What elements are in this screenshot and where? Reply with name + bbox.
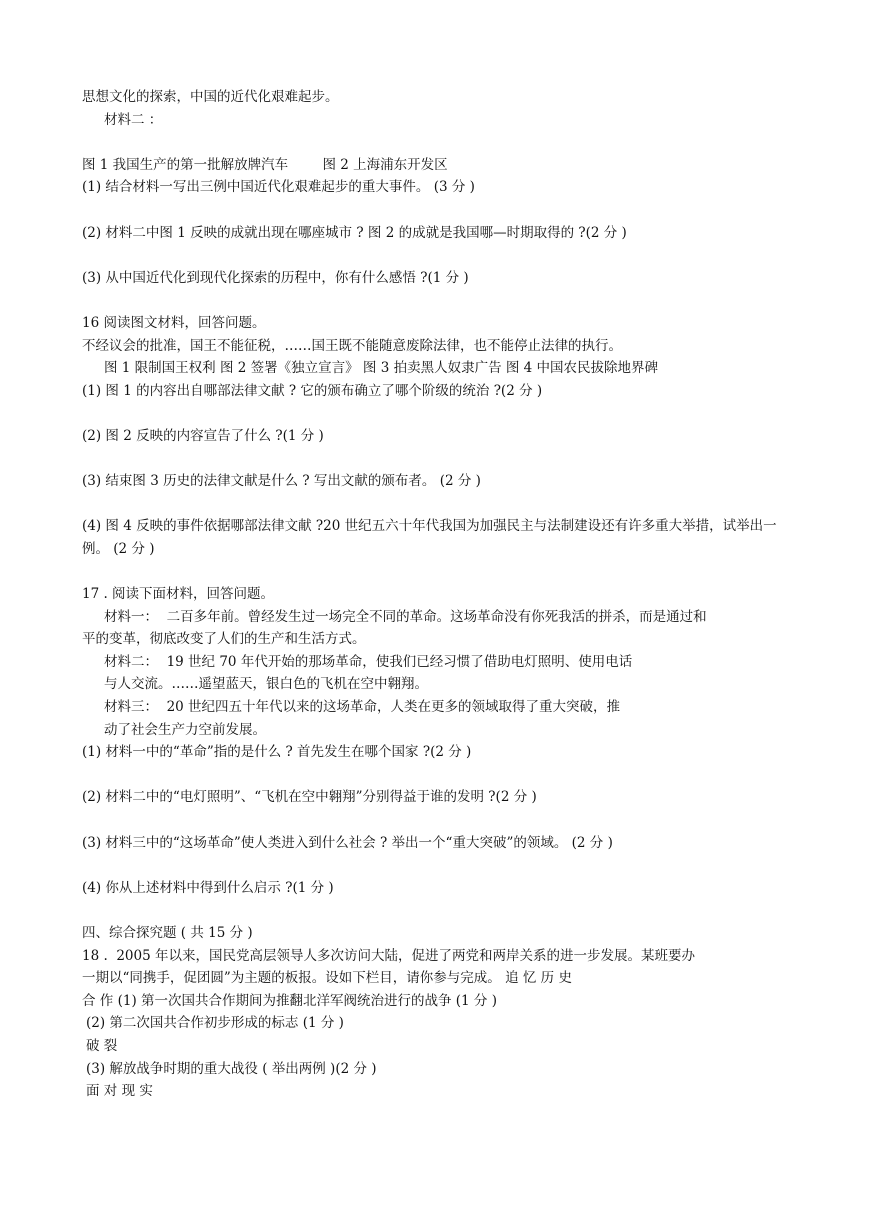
q15-question-2: (2) 材料二中图 1 反映的成就出现在哪座城市 ? 图 2 的成就是我国哪—时期取得的 ?(2 分 ) [82, 224, 627, 241]
q16-question-3: (3) 结束图 3 历史的法律文献是什么 ? 写出文献的颁布者。 (2 分 ) [82, 473, 481, 490]
q17-question-4: (4) 你从上述材料中得到什么启示 ?(1 分 ) [82, 879, 334, 896]
q18-line-3: 合 作 (1) 第一次国共合作期间为推翻北洋军阀统治进行的战争 (1 分 ) [82, 992, 497, 1009]
intro-line: 思想文化的探索，中国的近代化艰难起步。 [82, 89, 339, 105]
q18-line-7: 面 对 现 实 [86, 1083, 153, 1100]
q18-line-6: (3) 解放战争时期的重大战役 ( 举出两例 )(2 分 ) [86, 1060, 377, 1077]
q17-material-1-line-2: 平的变革，彻底改变了人们的生产和生活方式。 [82, 631, 366, 648]
material-two-label: 材料二 ： [104, 111, 163, 128]
q17-material-3-line-1: 材料三： 20 世纪四五十年代以来的这场革命，人类在更多的领域取得了重大突破，推 [104, 699, 621, 716]
q17-material-2-line-1: 材料二： 19 世纪 70 年代开始的那场革命，使我们已经习惯了借助电灯照明、使用电话 [104, 653, 633, 670]
q16-material: 不经议会的批准，国王不能征税，……国王既不能随意废除法律，也不能停止法律的执行。 [82, 337, 622, 354]
q17-question-1: (1) 材料一中的“革命”指的是什么 ? 首先发生在哪个国家 ?(2 分 ) [82, 744, 472, 761]
q18-line-2: 一期以“同携手，促团圆”为主题的板报。设如下栏目，请你参与完成。 追 忆 历 史 [82, 970, 572, 987]
exam-document [82, 86, 792, 1103]
figure-gap [82, 131, 792, 154]
q17-material-3-line-2: 动了社会生产力空前发展。 [104, 721, 266, 738]
figure-caption-line: 图 1 我国生产的第一批解放牌汽车 图 2 上海浦东开发区 [82, 156, 448, 173]
q16-question-2: (2) 图 2 反映的内容宣告了什么 ?(1 分 ) [82, 427, 324, 444]
q18-line-5: 破 裂 [86, 1037, 118, 1054]
q16-question-1: (1) 图 1 的内容出自哪部法律文献 ? 它的颁布确立了哪个阶级的统治 ?(2 分 ) [82, 382, 543, 399]
q16-question-4: (4) 图 4 反映的事件依据哪部法律文献 ?20 世纪五六十年代我国为加强民主与法制建设还有许多重大举措，试举出一例。 (2 分 ) [82, 518, 777, 557]
q15-question-1: (1) 结合材料一写出三例中国近代化艰难起步的重大事件。 (3 分 ) [82, 179, 475, 196]
q17-question-2: (2) 材料二中的“电灯照明”、“飞机在空中翱翔”分别得益于谁的发明 ?(2 分 ) [82, 789, 537, 806]
q18-line-4: (2) 第二次国共合作初步形成的标志 (1 分 ) [86, 1015, 344, 1032]
q16-figure-captions: 图 1 限制国王权利 图 2 签署《独立宣言》 图 3 拍卖黑人奴隶广告 图 4 中国农民拔除地界碑 [104, 360, 659, 377]
q17-question-3: (3) 材料三中的“这场革命”使人类进入到什么社会 ? 举出一个“重大突破”的领域。 (2 分 ) [82, 834, 613, 851]
q17-material-1-line-1: 材料一： 二百多年前。曾经发生过一场完全不同的革命。这场革命没有你死我活的拼杀，而是通过和 [104, 608, 707, 625]
q18-line-1: 18 . 2005 年以来，国民党高层领导人多次访问大陆，促进了两党和两岸关系的进一步发展。某班要办 [82, 947, 695, 964]
q17-material-2-line-2: 与人交流。……遥望蓝天，银白色的飞机在空中翱翔。 [104, 676, 428, 693]
q16-heading: 16 阅读图文材料，回答问题。 [82, 314, 266, 331]
section-4-heading: 四、综合探究题 ( 共 15 分 ) [82, 924, 253, 941]
q17-heading: 17 . 阅读下面材料，回答问题。 [82, 586, 275, 603]
q15-question-3: (3) 从中国近代化到现代化探索的历程中，你有什么感悟 ?(1 分 ) [82, 269, 469, 286]
